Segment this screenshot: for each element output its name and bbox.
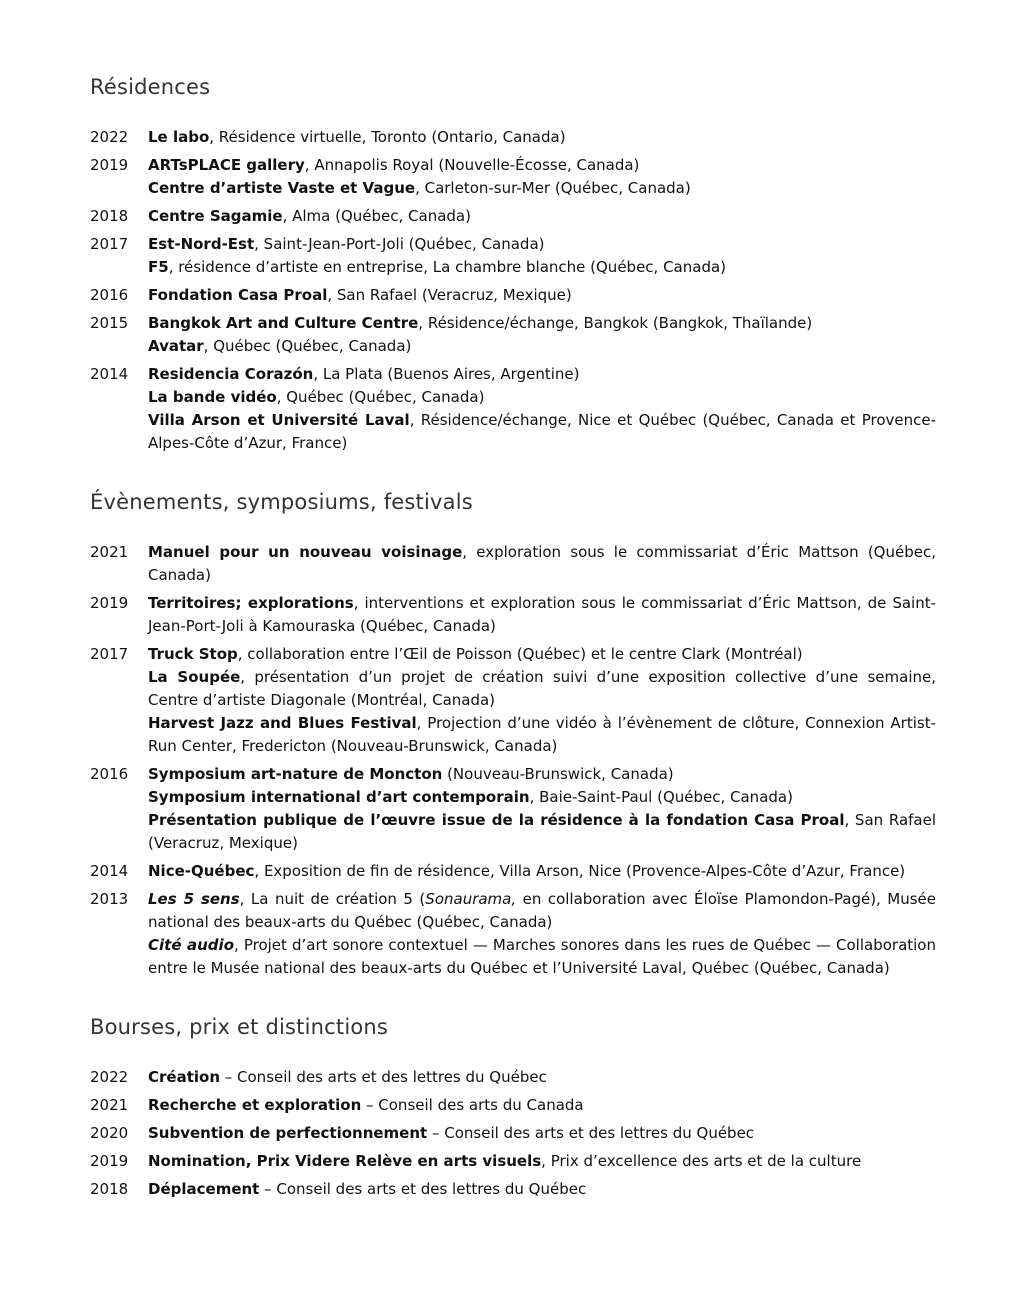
item-title: Cité audio	[148, 936, 234, 954]
item-text: – Conseil des arts du Canada	[361, 1096, 584, 1114]
entry-item	[148, 786, 936, 809]
item-title: Centre d’artiste Vaste et Vague	[148, 179, 416, 197]
entry-items	[148, 205, 936, 228]
entry-items	[148, 592, 936, 638]
item-title: Villa Arson et Université Laval	[148, 411, 410, 429]
cv-entry	[90, 763, 936, 855]
entry-items	[148, 284, 936, 307]
entry-items	[148, 860, 936, 883]
entry-year: 2019	[90, 1152, 129, 1170]
cv-entry	[90, 541, 936, 587]
item-text: , Carleton-sur-Mer (Québec, Canada)	[415, 179, 691, 197]
entry-year: 2018	[90, 207, 129, 225]
item-text: , Québec (Québec, Canada)	[276, 388, 485, 406]
entry-item	[148, 541, 936, 587]
entry-item	[148, 1094, 936, 1117]
entry-item	[148, 1150, 936, 1173]
item-text: , Québec (Québec, Canada)	[203, 337, 412, 355]
entry-item	[148, 809, 936, 855]
item-title: Fondation Casa Proal	[148, 286, 328, 304]
cv-entry	[90, 233, 936, 279]
item-title: Centre Sagamie	[148, 207, 283, 225]
item-title: F5	[148, 258, 169, 276]
entry-year: 2013	[90, 890, 129, 908]
item-title: La bande vidéo	[148, 388, 277, 406]
entry-item	[148, 335, 936, 358]
item-title: Residencia Corazón	[148, 365, 314, 383]
section-title: Bourses, prix et distinctions	[90, 1015, 389, 1039]
entry-item	[148, 205, 936, 228]
cv-entry	[90, 1066, 936, 1089]
entry-item	[148, 284, 936, 307]
entry-items	[148, 888, 936, 980]
item-title: Truck Stop	[148, 645, 238, 663]
item-text: , résidence d’artiste en entreprise, La chambre blanche (Québec, Canada)	[168, 258, 727, 276]
entry-item	[148, 256, 936, 279]
entry-year: 2022	[90, 1068, 129, 1086]
item-text: , Projection d’une vidéo à l’évènement de clôture, Connexion Artist-Run Center, Fredericton (Nouveau-Brunswick, Canada)	[148, 714, 936, 755]
cv-entry	[90, 860, 936, 883]
item-text: , Exposition de fin de résidence, Villa Arson, Nice (Provence-Alpes-Côte d’Azur, France)	[254, 862, 906, 880]
item-title: Présentation publique de l’œuvre issue de la résidence à la fondation Casa Proal	[148, 811, 845, 829]
entry-item	[148, 409, 936, 455]
item-text: – Conseil des arts et des lettres du Québec	[259, 1180, 587, 1198]
entry-item	[148, 888, 936, 934]
entry-item	[148, 1122, 936, 1145]
entry-year: 2014	[90, 365, 129, 383]
entry-item	[148, 643, 936, 666]
item-italic-text: Sonaurama,	[425, 890, 517, 908]
item-title: Symposium international d’art contemporain	[148, 788, 530, 806]
entry-item	[148, 1066, 936, 1089]
item-title: Avatar	[148, 337, 204, 355]
entry-item	[148, 177, 936, 200]
entry-item	[148, 763, 936, 786]
entry-items	[148, 1122, 936, 1145]
item-text: , Saint-Jean-Port-Joli (Québec, Canada)	[254, 235, 545, 253]
entry-items	[148, 154, 936, 200]
cv-section	[90, 1008, 936, 1201]
cv-entry	[90, 1122, 936, 1145]
entry-item	[148, 312, 936, 335]
item-text: , Résidence virtuelle, Toronto (Ontario, Canada)	[209, 128, 566, 146]
item-title: Nice-Québec	[148, 862, 255, 880]
entry-item	[148, 233, 936, 256]
entry-year: 2016	[90, 765, 129, 783]
entry-items	[148, 1178, 936, 1201]
item-text: – Conseil des arts et des lettres du Québec	[427, 1124, 755, 1142]
item-text: – Conseil des arts et des lettres du Québec	[220, 1068, 547, 1086]
entry-item	[148, 712, 936, 758]
cv-entry	[90, 205, 936, 228]
item-title: Subvention de perfectionnement	[148, 1124, 428, 1142]
section-title: Résidences	[90, 75, 211, 99]
cv-entry	[90, 126, 936, 149]
item-title: Harvest Jazz and Blues Festival	[148, 714, 417, 732]
item-title: Est-Nord-Est	[148, 235, 255, 253]
cv-entry	[90, 592, 936, 638]
entry-items	[148, 643, 936, 758]
item-text: , exploration sous le commissariat d’Éric Mattson (Québec, Canada)	[148, 543, 936, 584]
item-title: Manuel pour un nouveau voisinage	[148, 543, 463, 561]
entry-items	[148, 233, 936, 279]
entry-year: 2018	[90, 1180, 129, 1198]
item-text: , San Rafael (Veracruz, Mexique)	[148, 811, 937, 852]
entry-items	[148, 763, 936, 855]
item-title: Nomination, Prix Videre Relève en arts visuels	[148, 1152, 542, 1170]
item-title: Création	[148, 1068, 220, 1086]
item-text: , interventions et exploration sous le commissariat d’Éric Mattson, de Saint-Jean-Port-Joli à Kamouraska (Québec, Canada)	[148, 594, 937, 635]
item-text: en collaboration avec Éloïse Plamondon-Pagé), Musée national des beaux-arts du Québec (Québec, Canada)	[148, 890, 937, 931]
item-text: , collaboration entre l’Œil de Poisson (Québec) et le centre Clark (Montréal)	[237, 645, 803, 663]
item-text: , présentation d’un projet de création suivi d’une exposition collective d’une semaine, Centre d’artiste Diagonale (Montréal, Canada)	[148, 668, 936, 709]
entry-item	[148, 154, 936, 177]
cv-entry	[90, 1094, 936, 1117]
entry-year: 2017	[90, 645, 129, 663]
entry-items	[148, 312, 936, 358]
entry-item	[148, 1178, 936, 1201]
entry-items	[148, 363, 936, 455]
entry-items	[148, 126, 936, 149]
item-text: , Prix d’excellence des arts et de la culture	[541, 1152, 862, 1170]
entry-item	[148, 934, 936, 980]
cv-entry	[90, 643, 936, 758]
entry-year: 2019	[90, 156, 129, 174]
item-title: Territoires; explorations	[148, 594, 354, 612]
item-text: , Annapolis Royal (Nouvelle-Écosse, Canada)	[304, 156, 640, 174]
section-title: Évènements, symposiums, festivals	[90, 490, 473, 514]
entry-year: 2019	[90, 594, 129, 612]
cv-section	[90, 68, 936, 455]
cv-section	[90, 483, 936, 980]
item-title: Le labo	[148, 128, 210, 146]
item-title: Symposium art-nature de Moncton	[148, 765, 443, 783]
entry-items	[148, 1094, 936, 1117]
item-text: , Alma (Québec, Canada)	[282, 207, 471, 225]
cv-entry	[90, 312, 936, 358]
item-text: , La nuit de création 5 (	[239, 890, 426, 908]
cv-entry	[90, 363, 936, 455]
item-text: , San Rafael (Veracruz, Mexique)	[327, 286, 572, 304]
item-text: , La Plata (Buenos Aires, Argentine)	[313, 365, 580, 383]
entry-item	[148, 363, 936, 386]
entry-year: 2017	[90, 235, 129, 253]
entry-item	[148, 126, 936, 149]
item-text: (Nouveau-Brunswick, Canada)	[442, 765, 674, 783]
cv-entry	[90, 284, 936, 307]
entry-year: 2021	[90, 1096, 129, 1114]
cv-entry	[90, 888, 936, 980]
entry-items	[148, 1066, 936, 1089]
entry-year: 2015	[90, 314, 129, 332]
entry-year: 2021	[90, 543, 129, 561]
item-text: , Projet d’art sonore contextuel — Marches sonores dans les rues de Québec — Collaboration entre le Musée national des beaux-arts du Québec et l’Université Laval, Québec (Québec, Canada)	[148, 936, 936, 977]
item-text: , Résidence/échange, Nice et Québec (Québec, Canada et Provence-Alpes-Côte d’Azur, France)	[148, 411, 937, 452]
entry-item	[148, 666, 936, 712]
entry-item	[148, 592, 936, 638]
entry-year: 2022	[90, 128, 129, 146]
item-text: , Baie-Saint-Paul (Québec, Canada)	[529, 788, 793, 806]
item-title: Recherche et exploration	[148, 1096, 362, 1114]
cv-entry	[90, 1150, 936, 1173]
entry-item	[148, 860, 936, 883]
item-title: ARTsPLACE gallery	[148, 156, 305, 174]
entry-year: 2020	[90, 1124, 129, 1142]
cv-entry	[90, 154, 936, 200]
entry-item	[148, 386, 936, 409]
entry-year: 2014	[90, 862, 129, 880]
item-title: Les 5 sens	[148, 890, 240, 908]
entry-items	[148, 1150, 936, 1173]
document-page	[90, 68, 936, 1229]
item-text: , Résidence/échange, Bangkok (Bangkok, Thaïlande)	[418, 314, 813, 332]
item-title: Bangkok Art and Culture Centre	[148, 314, 419, 332]
item-title: Déplacement	[148, 1180, 260, 1198]
entry-items	[148, 541, 936, 587]
entry-year: 2016	[90, 286, 129, 304]
item-title: La Soupée	[148, 668, 241, 686]
cv-entry	[90, 1178, 936, 1201]
